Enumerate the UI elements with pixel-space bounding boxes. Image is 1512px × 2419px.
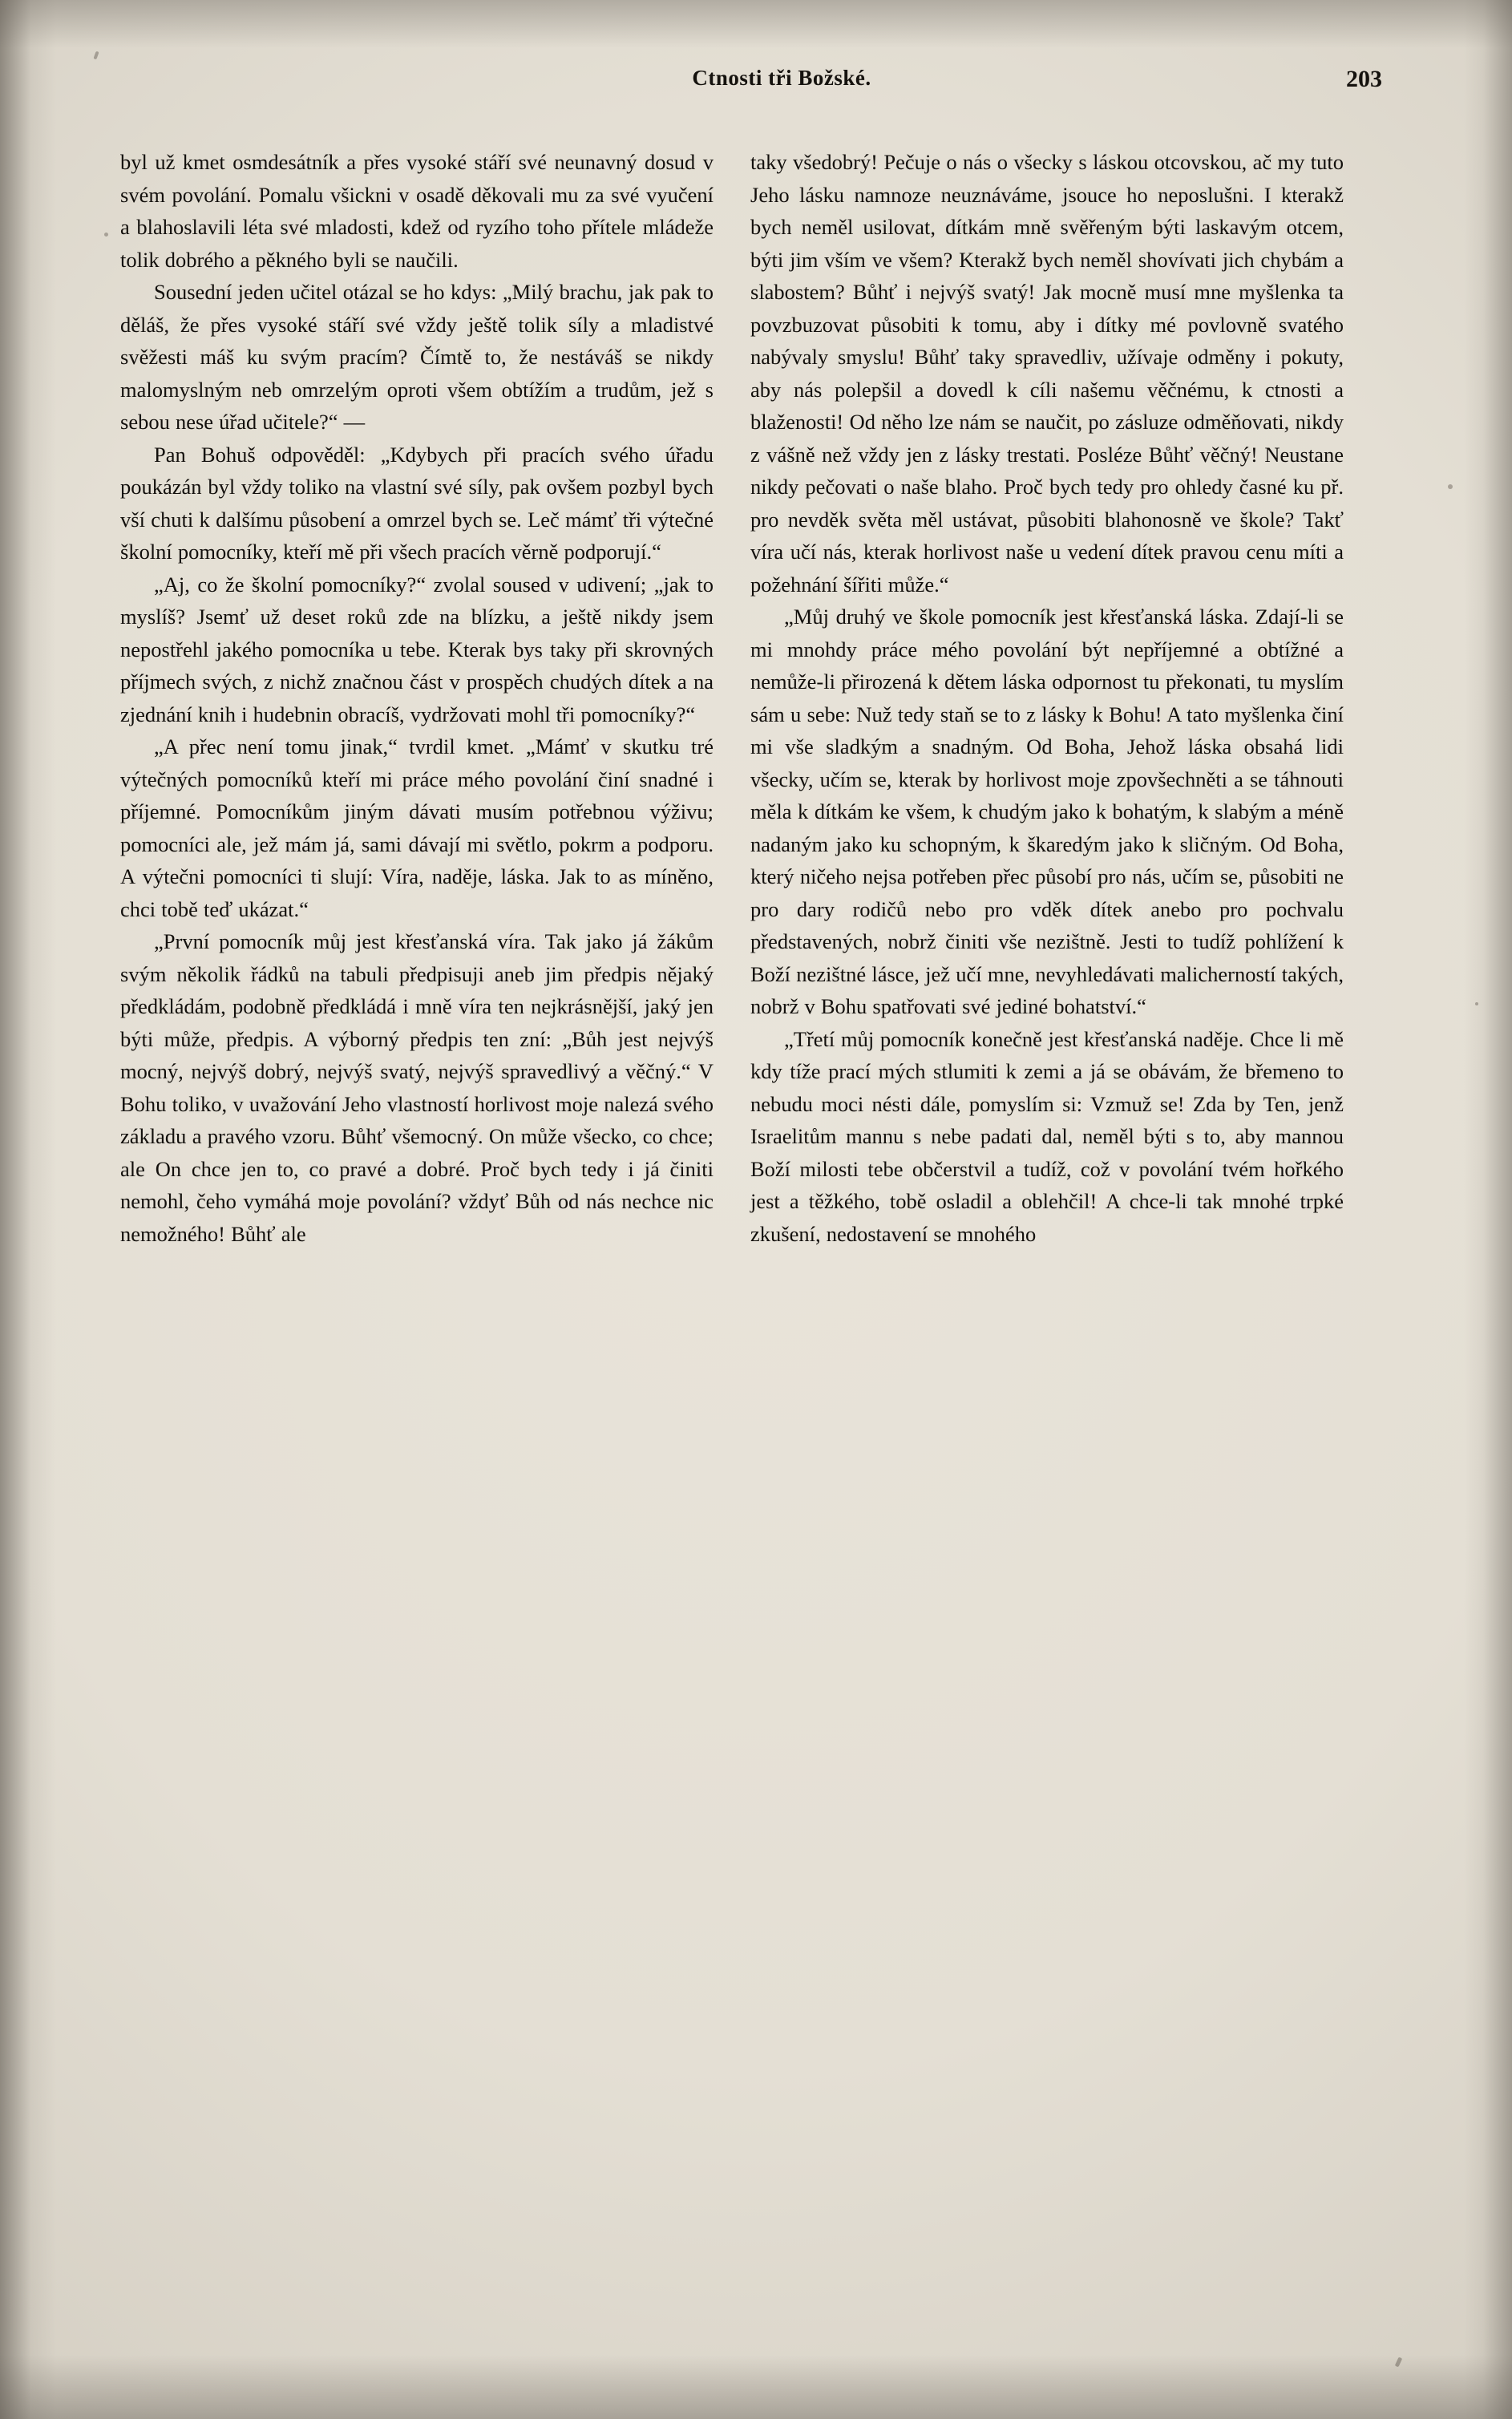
paragraph: Sousední jeden učitel otázal se ho kdys: „Milý brachu, jak pak to děláš, že přes vysoké stáří své vždy ještě tolik síly a mladistvé svěžesti máš ku svým pracím? Čímtě to, že nestáváš se nikdy malomyslným neb omrzelým oproti všem obtížím a trudům, jež s sebou nese úřad učitele?“ — [120, 280, 714, 434]
paragraph: taky všedobrý! Pečuje o nás o všecky s láskou otcovskou, ač my tuto Jeho lásku namnoze neuznáváme, jsouce ho neposlušni. I kterakž bych neměl usilovat, dítkám mně svěřeným býti laskavým otcem, býti jim vším ve všem? Kterakž bych neměl shovívati jich chybám a slabostem? Bůhť i nejvýš svatý! Jak mocně musí mne myšlenka ta povzbuzovat působiti k tomu, aby i dítky mé povlovně svatého nabývaly smyslu! Bůhť taky spravedliv, užívaje odměny i pokuty, aby nás polepšil a dovedl k cíli našemu věčnému, k ctnosti a blaženosti! Od něho lze nám se naučit, po zásluze odměňovati, nikdy z vášně než vždy jen z lásky trestati. Posléze Bůhť věčný! Neustane nikdy pečovati o naše blaho. Proč bych tedy pro ohledy časné ku př. pro nevděk světa měl ustávat, působiti blahonosně ve škole? Takť víra učí nás, kterak horlivost naše u vedení dítek pravou cenu míti a požehnání šířiti může.“ [750, 150, 1344, 597]
paragraph: byl už kmet osmdesátník a přes vysoké stáří své neunavný dosud v svém povolání. Pomalu všickni v osadě děkovali mu za své vyučení a blahoslavili léta své mladosti, kdež od ryzího toho přítele mládeže tolik dobrého a pěkného byli se naučili. [120, 150, 714, 272]
running-head [120, 56, 1395, 112]
paragraph: Pan Bohuš odpověděl: „Kdybych při pracích svého úřadu poukázán byl vždy toliko na vlastní své síly, pak ovšem pozbyl bych vší chuti k dalšímu působení a omrzel bych se. Leč mámť tři výtečné školní pomocníky, kteří mě při všech pracích věrně podporují.“ [120, 442, 714, 564]
paragraph: „Aj, co že školní pomocníky?“ zvolal soused v udivení; „jak to myslíš? Jsemť už deset roků zde na blízku, a ještě nikdy jsem nepostřehl jakého pomocníka u tebe. Kterak bys taky při skrovných příjmech svých, z nichž značnou část v prospěch chudých dítek a na zjednání knih i hudebnin obracíš, vydržovati mohl tři pomocníky?“ [120, 572, 714, 726]
page-edge-shadow-top [0, 0, 1512, 48]
paragraph: „Třetí můj pomocník konečně jest křesťanská naděje. Chce li mě kdy tíže prací mých stlumiti k zemi a já se obávám, že břemeno to nebudu moci nésti dále, pomyslím si: Vzmuž se! Zda by Ten, jenž Israelitům mannu s nebe padati dal, neměl býti s to, aby mannou Boží milosti tebe občerstvil a tudíž, což v povolání tvém hořkého jest a těžkého, tobě osladil a oblehčil! A chce-li tak mnohé trpké zkušení, nedostavení se mnohého [750, 1026, 1344, 1246]
scan-speck [104, 233, 108, 237]
paragraph: „První pomocník můj jest křesťanská víra. Tak jako já žákům svým několik řádků na tabuli předpisuji aneb jim předpis nějaký předkládám, podobně předkládá i mně víra ten nejkrásnější, jaký jen býti může, předpis. A výborný předpis ten zní: „Bůh jest nejvýš mocný, nejvýš dobrý, nejvýš svatý, nejvýš spravedlivý a věčný.“ V Bohu toliko, v uvažování Jeho vlastností horlivost moje nalezá svého základu a pravého vzoru. Bůhť všemocný. On může všecko, co chce; ale On chce jen to, co pravé a dobré. Proč bych tedy i já činiti nemohl, čeho vymáhá moje povolání? vždyť Bůh od nás nechce nic nemožného! Bůhť ale [120, 929, 714, 1246]
page-edge-shadow-bottom [0, 2355, 1512, 2419]
running-head-title: Ctnosti tři Božské. [692, 66, 871, 90]
page-edge-shadow-right [1464, 0, 1512, 2419]
paragraph: „A přec není tomu jinak,“ tvrdil kmet. „Mámť v skutku tré výtečných pomocníků kteří mi práce mého povolání činí snadné i příjemné. Pomocníkům jiným dávati musím potřebnou výživu; pomocníci ale, jež mám já, sami dávají mi světlo, pokrm a podporu. A výtečni pomocníci ti slují: Víra, naděje, láska. Jak to as míněno, chci tobě teď ukázat.“ [120, 734, 714, 921]
column-divider [736, 141, 737, 2194]
scan-speck [1475, 1002, 1478, 1005]
page-edge-shadow-left [0, 0, 56, 2419]
paragraph: „Můj druhý ve škole pomocník jest křesťanská láska. Zdají-li se mi mnohdy práce mého povolání být nepříjemné a obtížné a nemůže-li přirozená k dětem láska odpornost tu překonati, tu myslím sám u sebe: Nuž tedy staň se to z lásky k Bohu! A tato myšlenka činí mi vše sladkým a snadným. Od Boha, Jehož láska obsahá lidi všecky, učím se, kterak by horlivost moje zpovšechněti a se táhnouti měla k dítkám ke všem, k chudým jako k bohatým, k slabým a méně nadaným jako ku schopným, k škaredým jako k sličným. Od Boha, který ničeho nejsa potřeben přec působí pro nás, učím se, působiti ne pro dary rodičů nebo pro vděk dítek anebo pro pochvalu představených, nobrž činiti vše nezištně. Jesti to tudíž pohlížení k Boží nezištné lásce, jež učí mne, nevyhledávati malicherností takých, nobrž v Bohu spatřovati své jediné bohatství.“ [750, 605, 1344, 1018]
column-left [120, 146, 714, 1250]
text-columns [120, 146, 1395, 1250]
column-right [750, 146, 1344, 1250]
page-content [120, 56, 1395, 1250]
scan-speck [1448, 484, 1453, 489]
page-number: 203 [1346, 66, 1382, 92]
